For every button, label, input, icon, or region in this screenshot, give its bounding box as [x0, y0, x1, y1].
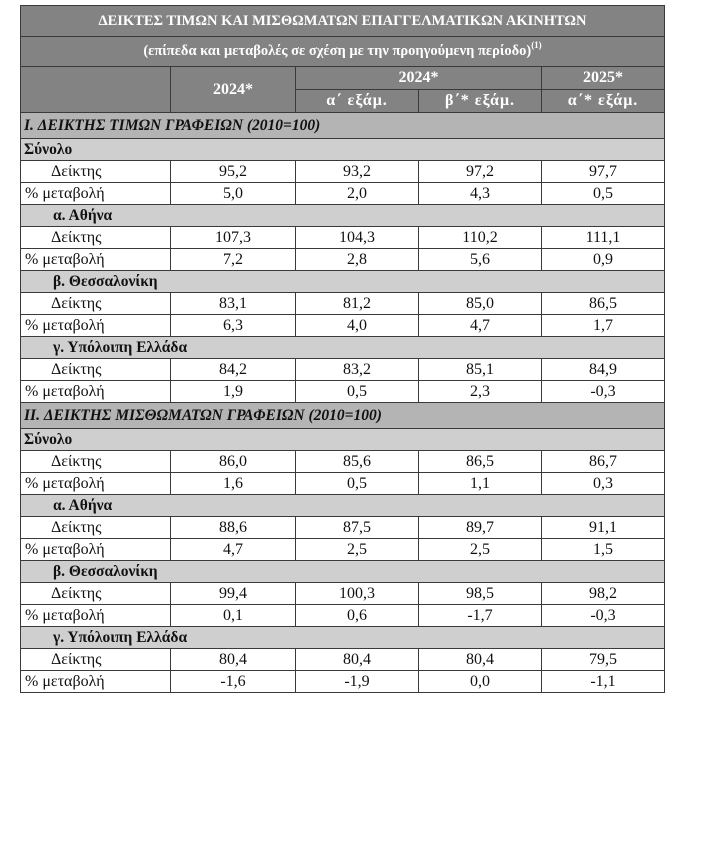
value-cell: 85,6	[296, 451, 419, 473]
row-label: % μεταβολή	[21, 605, 171, 627]
table-row	[21, 671, 665, 693]
table-row	[21, 583, 665, 605]
value-cell: 6,3	[171, 315, 296, 337]
value-cell: 0,6	[296, 605, 419, 627]
value-cell: 0,1	[171, 605, 296, 627]
region-header-row	[21, 429, 665, 451]
row-label: % μεταβολή	[21, 381, 171, 403]
value-cell: 86,7	[542, 451, 665, 473]
column-header-2024: 2024*	[171, 67, 296, 113]
value-cell: 93,2	[296, 161, 419, 183]
row-label: Δείκτης	[21, 359, 171, 381]
value-cell: -1,9	[296, 671, 419, 693]
value-cell: 80,4	[171, 649, 296, 671]
column-group-2024: 2024*	[296, 67, 542, 90]
row-label: Δείκτης	[21, 649, 171, 671]
table-row	[21, 539, 665, 561]
value-cell: 99,4	[171, 583, 296, 605]
value-cell: 4,0	[296, 315, 419, 337]
value-cell: 1,1	[419, 473, 542, 495]
value-cell: -1,1	[542, 671, 665, 693]
value-cell: 80,4	[419, 649, 542, 671]
table-row	[21, 649, 665, 671]
value-cell: 89,7	[419, 517, 542, 539]
value-cell: 0,9	[542, 249, 665, 271]
value-cell: 97,7	[542, 161, 665, 183]
value-cell: 80,4	[296, 649, 419, 671]
value-cell: 5,6	[419, 249, 542, 271]
value-cell: 0,5	[296, 381, 419, 403]
table-title: ΔΕΙΚΤΕΣ ΤΙΜΩΝ ΚΑΙ ΜΙΣΘΩΜΑΤΩΝ ΕΠΑΓΓΕΛΜΑΤΙΚΩΝ ΑΚΙΝΗΤΩΝ	[21, 6, 665, 37]
region-header-row	[21, 205, 665, 227]
value-cell: 83,2	[296, 359, 419, 381]
table-subtitle	[21, 37, 665, 67]
table-row	[21, 293, 665, 315]
subtitle-row	[21, 37, 665, 67]
value-cell: 2,5	[296, 539, 419, 561]
region-header-row	[21, 337, 665, 359]
title-row	[21, 6, 665, 37]
region-name: Σύνολο	[21, 429, 665, 451]
region-header-row	[21, 139, 665, 161]
region-header-row	[21, 495, 665, 517]
value-cell: 85,0	[419, 293, 542, 315]
region-header-row	[21, 271, 665, 293]
region-header-row	[21, 627, 665, 649]
value-cell: 111,1	[542, 227, 665, 249]
value-cell: 4,3	[419, 183, 542, 205]
value-cell: -1,7	[419, 605, 542, 627]
value-cell: 7,2	[171, 249, 296, 271]
document-table-wrapper	[20, 5, 664, 693]
region-name: α. Αθήνα	[21, 205, 665, 227]
table-row	[21, 473, 665, 495]
table-subtitle-text: (επίπεδα και μεταβολές σε σχέση με την προηγούμενη περίοδο)	[143, 43, 532, 59]
value-cell: 1,9	[171, 381, 296, 403]
value-cell: 2,3	[419, 381, 542, 403]
region-name: β. Θεσσαλονίκη	[21, 561, 665, 583]
table-row	[21, 517, 665, 539]
region-name: α. Αθήνα	[21, 495, 665, 517]
table-row	[21, 249, 665, 271]
row-label: Δείκτης	[21, 583, 171, 605]
region-name: γ. Υπόλοιπη Ελλάδα	[21, 337, 665, 359]
row-label: % μεταβολή	[21, 183, 171, 205]
value-cell: 86,0	[171, 451, 296, 473]
column-group-2025: 2025*	[542, 67, 665, 90]
row-label: % μεταβολή	[21, 249, 171, 271]
row-label: Δείκτης	[21, 161, 171, 183]
table-row	[21, 161, 665, 183]
value-cell: -0,3	[542, 605, 665, 627]
value-cell: 104,3	[296, 227, 419, 249]
footnote-marker: (1)	[531, 40, 542, 50]
value-cell: 87,5	[296, 517, 419, 539]
value-cell: 0,3	[542, 473, 665, 495]
row-label: % μεταβολή	[21, 539, 171, 561]
table-row	[21, 183, 665, 205]
value-cell: 84,2	[171, 359, 296, 381]
section-title: I. ΔΕΙΚΤΗΣ ΤΙΜΩΝ ΓΡΑΦΕΙΩΝ (2010=100)	[21, 113, 665, 139]
value-cell: 84,9	[542, 359, 665, 381]
table-row	[21, 381, 665, 403]
row-label: Δείκτης	[21, 227, 171, 249]
section-title: II. ΔΕΙΚΤΗΣ ΜΙΣΘΩΜΑΤΩΝ ΓΡΑΦΕΙΩΝ (2010=100)	[21, 403, 665, 429]
column-group-header-row	[21, 67, 665, 90]
price-rent-index-table	[20, 5, 665, 693]
value-cell: 86,5	[419, 451, 542, 473]
row-label: Δείκτης	[21, 293, 171, 315]
value-cell: 2,8	[296, 249, 419, 271]
row-label: % μεταβολή	[21, 473, 171, 495]
value-cell: 97,2	[419, 161, 542, 183]
column-header-2025-h1: α΄* εξάμ.	[542, 90, 665, 113]
column-header-2024-h2: β΄* εξάμ.	[419, 90, 542, 113]
value-cell: 110,2	[419, 227, 542, 249]
region-header-row	[21, 561, 665, 583]
region-name: Σύνολο	[21, 139, 665, 161]
value-cell: -0,3	[542, 381, 665, 403]
value-cell: 79,5	[542, 649, 665, 671]
value-cell: 2,0	[296, 183, 419, 205]
value-cell: 0,5	[542, 183, 665, 205]
value-cell: 1,6	[171, 473, 296, 495]
value-cell: 88,6	[171, 517, 296, 539]
value-cell: 1,7	[542, 315, 665, 337]
region-name: β. Θεσσαλονίκη	[21, 271, 665, 293]
table-row	[21, 315, 665, 337]
value-cell: 4,7	[419, 315, 542, 337]
value-cell: 98,2	[542, 583, 665, 605]
value-cell: -1,6	[171, 671, 296, 693]
value-cell: 2,5	[419, 539, 542, 561]
table-row	[21, 359, 665, 381]
region-name: γ. Υπόλοιπη Ελλάδα	[21, 627, 665, 649]
value-cell: 100,3	[296, 583, 419, 605]
value-cell: 81,2	[296, 293, 419, 315]
table-row	[21, 451, 665, 473]
value-cell: 86,5	[542, 293, 665, 315]
column-header-2024-h1: α΄ εξάμ.	[296, 90, 419, 113]
value-cell: 95,2	[171, 161, 296, 183]
row-label: % μεταβολή	[21, 315, 171, 337]
table-row	[21, 227, 665, 249]
section-header-row	[21, 403, 665, 429]
value-cell: 107,3	[171, 227, 296, 249]
value-cell: 0,5	[296, 473, 419, 495]
row-label: Δείκτης	[21, 517, 171, 539]
table-row	[21, 605, 665, 627]
value-cell: 5,0	[171, 183, 296, 205]
row-label: % μεταβολή	[21, 671, 171, 693]
value-cell: 83,1	[171, 293, 296, 315]
value-cell: 1,5	[542, 539, 665, 561]
value-cell: 0,0	[419, 671, 542, 693]
value-cell: 91,1	[542, 517, 665, 539]
value-cell: 4,7	[171, 539, 296, 561]
value-cell: 85,1	[419, 359, 542, 381]
value-cell: 98,5	[419, 583, 542, 605]
header-empty-cell	[21, 67, 171, 113]
row-label: Δείκτης	[21, 451, 171, 473]
section-header-row	[21, 113, 665, 139]
